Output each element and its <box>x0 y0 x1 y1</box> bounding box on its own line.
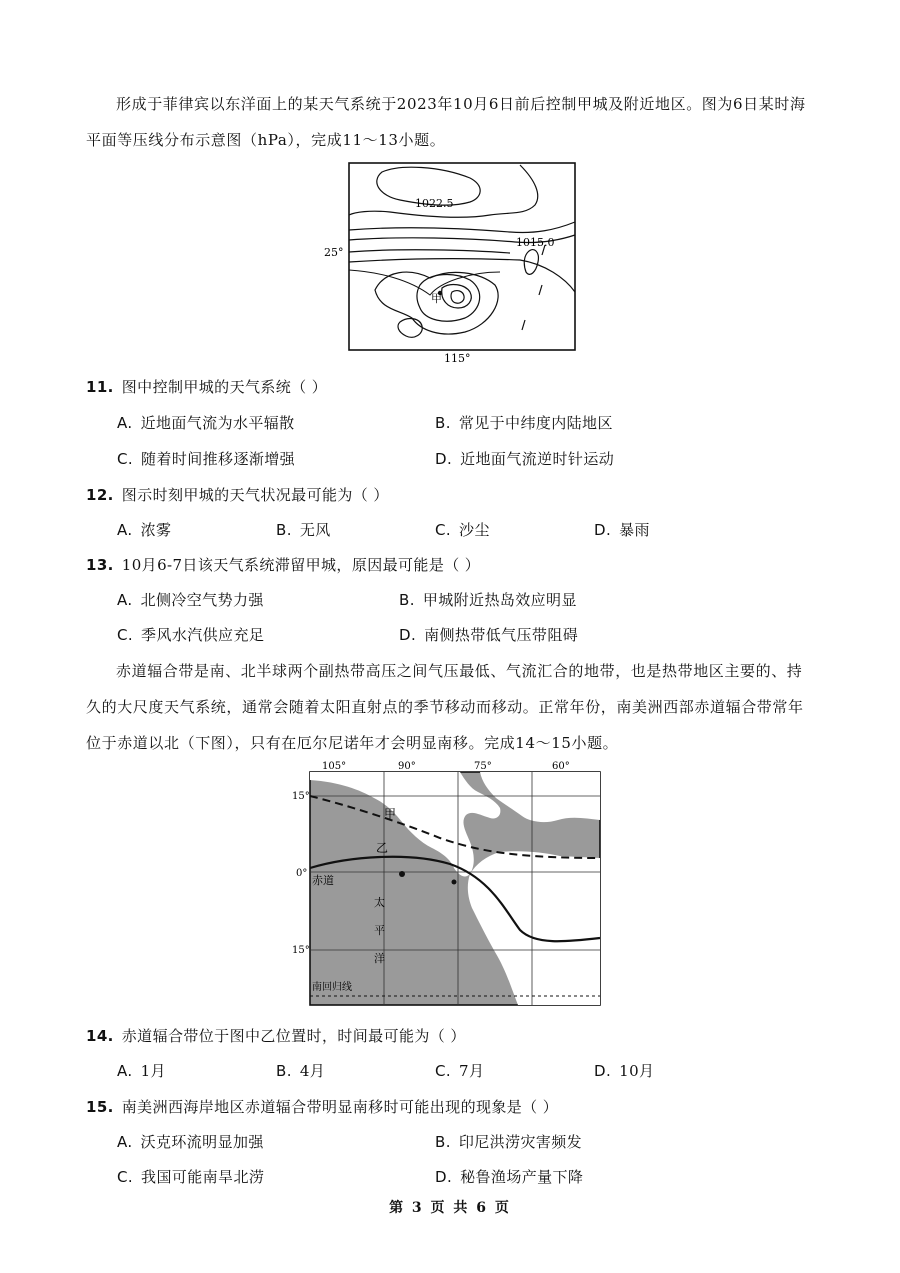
option-15-d[interactable]: D. 秘鲁渔场产量下降 <box>435 1168 584 1186</box>
option-14-c[interactable]: C. 7月 <box>435 1062 485 1080</box>
option-11-d[interactable]: D. 近地面气流逆时针运动 <box>435 450 615 468</box>
option-13-c[interactable]: C. 季风水汽供应充足 <box>117 626 265 644</box>
lon-label-115: 115° <box>444 352 471 365</box>
option-15-a[interactable]: A. 沃克环流明显加强 <box>117 1133 264 1151</box>
yi-label: 乙 <box>376 841 389 855</box>
option-14-d[interactable]: D. 10月 <box>594 1062 655 1080</box>
jia-label: 甲 <box>384 807 397 821</box>
isobar-label-1015: 1015.0 <box>516 236 555 249</box>
question-number: 14. <box>86 1027 114 1045</box>
question-14 <box>86 1026 466 1046</box>
equator-label: 赤道 <box>312 874 334 887</box>
option-12-b[interactable]: B. 无风 <box>276 521 331 539</box>
question-number: 15. <box>86 1098 114 1116</box>
question-number: 12. <box>86 486 114 504</box>
option-11-a[interactable]: A. 近地面气流为水平辐散 <box>117 414 295 432</box>
tropic-label: 南回归线 <box>312 982 352 993</box>
coast-island <box>452 880 457 885</box>
question-stem: 赤道辐合带位于图中乙位置时，时间最可能为（ ） <box>121 1027 466 1045</box>
ocean-label-1: 太 <box>374 896 385 909</box>
option-12-c[interactable]: C. 沙尘 <box>435 521 490 539</box>
question-number: 13. <box>86 556 114 574</box>
question-stem: 10月6-7日该天气系统滞留甲城，原因最可能是（ ） <box>121 556 481 574</box>
intro-paragraph-2: 赤道辐合带是南、北半球两个副热带高压之间气压最低、气流汇合的地带，也是热带地区主要的、持久的大尺度天气系统，通常会随着太阳直射点的季节移动而移动。正常年份，南美洲西部赤道辐合带常年位于赤道以北（下图），只有在厄尔尼诺年才会明显南移。完成14～15小题。 <box>86 662 804 752</box>
ocean-label-3: 洋 <box>374 952 385 965</box>
option-12-d[interactable]: D. 暴雨 <box>594 521 650 539</box>
city-label-jia: 甲 <box>431 292 442 305</box>
lat-label-15s: 15° <box>292 945 310 956</box>
option-14-a[interactable]: A. 1月 <box>117 1062 166 1080</box>
lon-label-60: 60° <box>552 761 570 772</box>
isobar-map-frame <box>349 163 575 350</box>
intro-paragraph-1: 形成于菲律宾以东洋面上的某天气系统于2023年10月6日前后控制甲城及附近地区。图为6日某时海平面等压线分布示意图（hPa），完成11～13小题。 <box>86 95 806 149</box>
galapagos-islands <box>399 871 405 877</box>
lon-label-105: 105° <box>322 761 347 772</box>
option-12-a[interactable]: A. 浓雾 <box>117 521 172 539</box>
question-stem: 南美洲西海岸地区赤道辐合带明显南移时可能出现的现象是（ ） <box>121 1098 559 1116</box>
ocean-label-2: 平 <box>374 924 385 937</box>
option-11-b[interactable]: B. 常见于中纬度内陆地区 <box>435 414 613 432</box>
isobar-map <box>320 160 590 370</box>
lat-label-25: 25° <box>324 246 344 259</box>
option-13-a[interactable]: A. 北侧冷空气势力强 <box>117 591 264 609</box>
question-12 <box>86 485 389 505</box>
lon-label-90: 90° <box>398 761 416 772</box>
lat-label-15n: 15° <box>292 791 310 802</box>
isobar-label-1022: 1022.5 <box>415 197 454 210</box>
question-15 <box>86 1097 558 1117</box>
question-stem: 图示时刻甲城的天气状况最可能为（ ） <box>121 486 389 504</box>
option-15-b[interactable]: B. 印尼洪涝灾害频发 <box>435 1133 583 1151</box>
option-15-c[interactable]: C. 我国可能南旱北涝 <box>117 1168 265 1186</box>
lon-label-75: 75° <box>474 761 492 772</box>
question-13 <box>86 555 480 575</box>
question-number: 11. <box>86 378 114 396</box>
lat-label-0: 0° <box>296 868 308 879</box>
question-11 <box>86 377 327 397</box>
question-stem: 图中控制甲城的天气系统（ ） <box>121 378 328 396</box>
option-13-d[interactable]: D. 南侧热带低气压带阻碍 <box>399 626 579 644</box>
option-11-c[interactable]: C. 随着时间推移逐渐增强 <box>117 450 296 468</box>
option-13-b[interactable]: B. 甲城附近热岛效应明显 <box>399 591 577 609</box>
itcz-map <box>290 760 610 1010</box>
option-14-b[interactable]: B. 4月 <box>276 1062 326 1080</box>
page-footer: 第 3 页 共 6 页 <box>389 1200 511 1216</box>
